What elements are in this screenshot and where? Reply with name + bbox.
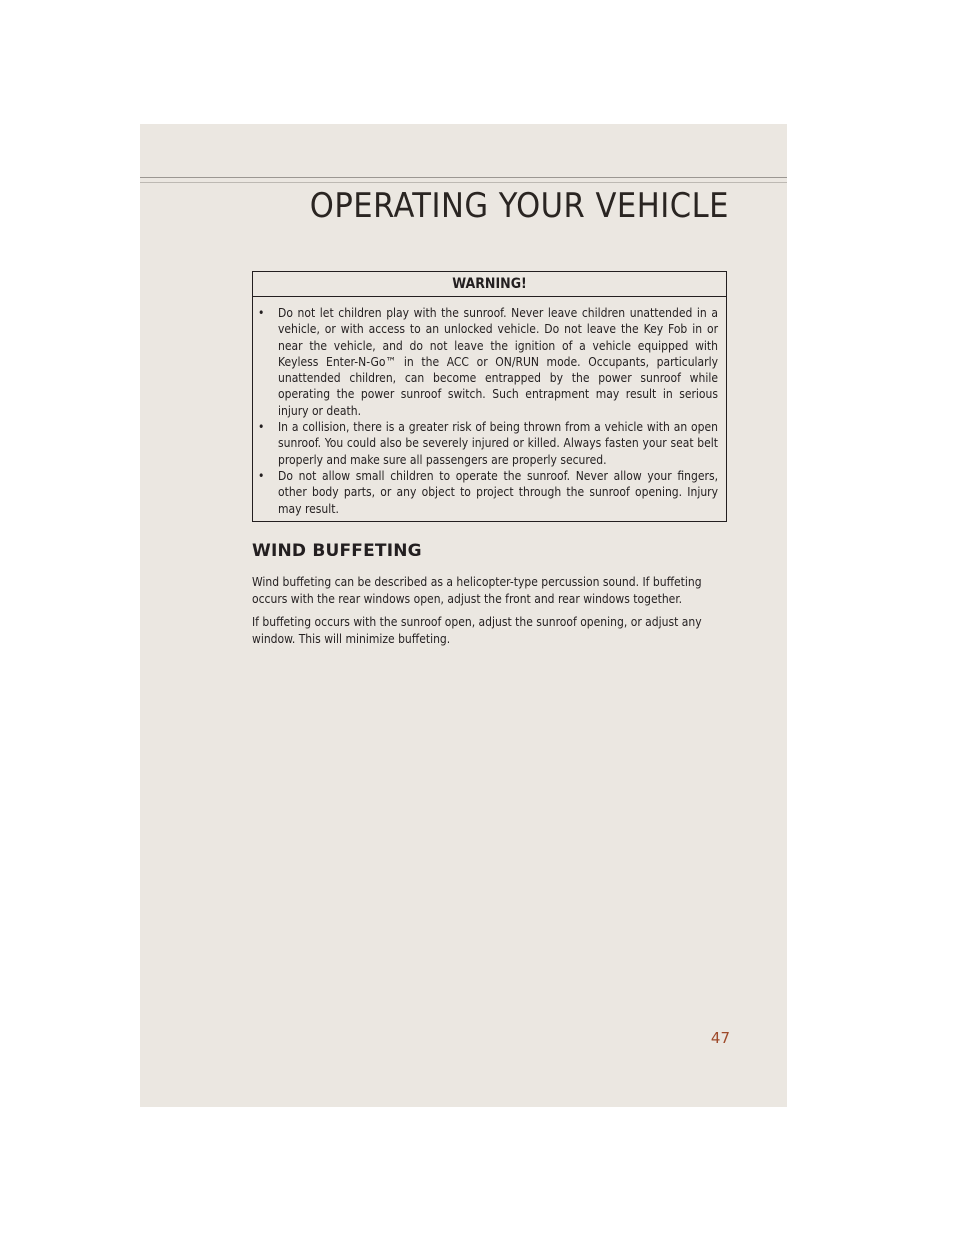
warning-item	[258, 468, 718, 517]
warning-title: WARNING!	[253, 272, 726, 297]
warning-item-text: Do not allow small children to operate the sunroof. Never allow your fingers, other body parts, or any object to project through the sunroof opening. Injury may result.	[278, 468, 718, 516]
warning-item-text: Do not let children play with the sunroof. Never leave children unattended in a vehicle, or with access to an unlocked vehicle. Do not leave the Key Fob in or near the vehicle, and do not leave the ignition of a vehicle equipped with Keyless Enter-N-Go™ in the ACC or ON/RUN mode. Occupants, particularly unattended children, can become entrapped by the power sunroof while operating the power sunroof switch. Such entrapment may result in serious injury or death.	[278, 306, 718, 418]
bullet-icon: •	[258, 306, 265, 320]
page-number: 47	[710, 1029, 730, 1047]
body-paragraph: If buffeting occurs with the sunroof open, adjust the sunroof opening, or adjust any window. This will minimize buffeting.	[252, 615, 702, 646]
manual-page	[140, 124, 787, 1107]
header-rule-top	[140, 177, 787, 178]
header-rule-bottom	[140, 182, 787, 183]
body-paragraph: Wind buffeting can be described as a helicopter-type percussion sound. If buffeting occurs with the rear windows open, adjust the front and rear windows together.	[252, 575, 702, 606]
warning-item	[258, 419, 718, 468]
section-heading: WIND BUFFETING	[252, 541, 422, 561]
chapter-title: OPERATING YOUR VEHICLE	[309, 186, 729, 226]
warning-item	[258, 305, 718, 419]
bullet-icon: •	[258, 468, 265, 483]
bullet-icon: •	[258, 420, 265, 435]
warning-item-text: In a collision, there is a greater risk of being thrown from a vehicle with an open sunroof. You could also be severely injured or killed. Always fasten your seat belt properly and make sure all passengers are properly secured.	[278, 420, 718, 467]
warning-list	[253, 297, 726, 517]
warning-box	[252, 271, 727, 522]
